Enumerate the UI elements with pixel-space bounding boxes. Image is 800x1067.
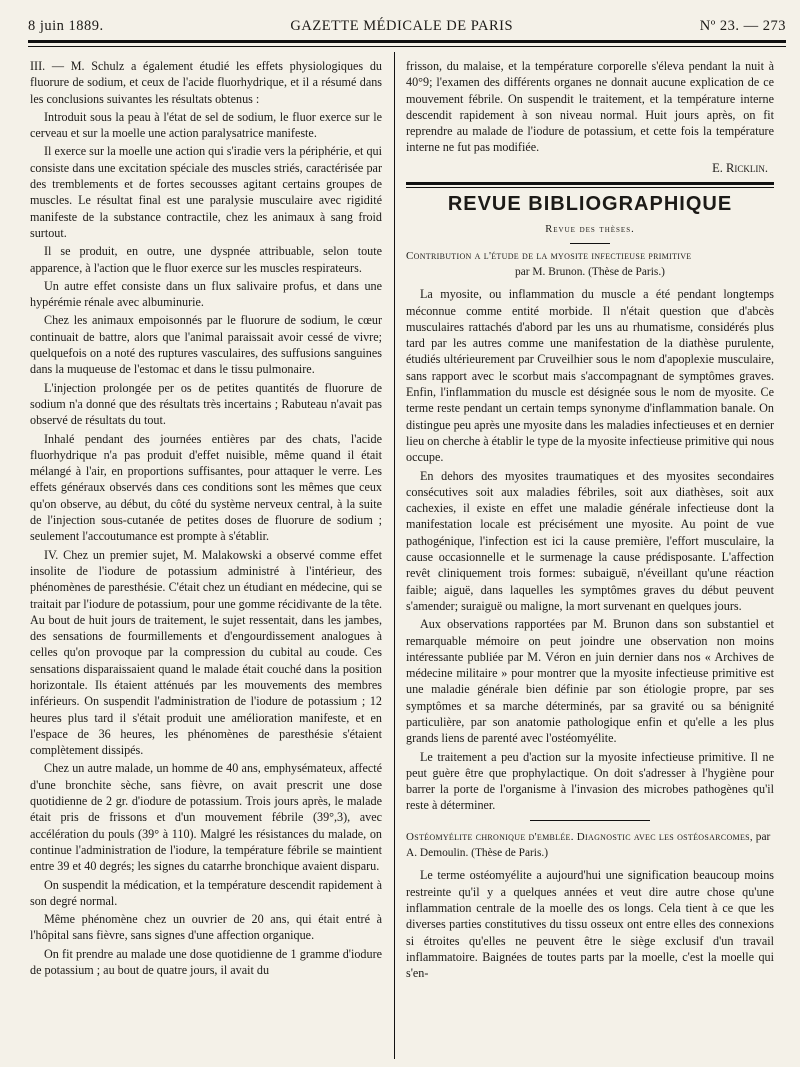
left-paragraph: Chez un autre malade, un homme de 40 ans, emphysémateux, affecté d'une bronchite sèche, sans fièvre, on avait prescrit une dose quotidienne de 2 gr. d'iodure de potassium. Trois jours après, le malade était pris de frissons et d'un mouvement fébrile (39°,3), avec accélération du pouls (39° à 110). Malgré les résistances du malade, on continue l'administration de l'iodure, la température fébrile se maintient entre 39 et 40 degrés; les signes du catarrhe bronchique avaient disparu. [30, 761, 382, 874]
article-paragraph: Le terme ostéomyélite a aujourd'hui une signification beaucoup moins restreinte qu'il y a quelques années et veut dire autre chose qu'une inflammation centrale de la moelle des os longs. Cela tient à ce que les diverses parties constitutives du tissu osseux ont entre elles des connexions si étroites qu'elles ne peuvent être le siège exclusif d'un travail inflammatoire. Baignées de toutes parts par la moelle, c'est la moelle qui s'en- [406, 868, 774, 981]
left-column [30, 58, 382, 980]
article-byline: par A. Demoulin. (Thèse de Paris.) [406, 830, 771, 860]
right-column [406, 58, 774, 983]
header-rule-thin [28, 46, 786, 47]
left-paragraph: On fit prendre au malade une dose quotidienne de 1 gramme d'iodure de potassium ; au bout de quatre jours, il avait du [30, 946, 382, 978]
article-separator [530, 820, 650, 821]
left-paragraph: Il se produit, en outre, une dyspnée attribuable, selon toute apparence, à l'action que le fluor exerce sur les muscles respirateurs. [30, 244, 382, 275]
article-heading [406, 829, 774, 862]
left-paragraph: On suspendit la médication, et la température descendit rapidement à son degré normal. [30, 877, 382, 908]
left-paragraph: Il exerce sur la moelle une action qui s'iradie vers la périphérie, et qui consiste dans une excitation spéciale des muscles striés, caractérisée par des tremblements et de fortes secousses agitant certains groupes de muscles. Le résultat final est une paralysie musculaire avec rigidité manifeste de la substance contractile, chez les animaux à sang froid surtout. [30, 144, 382, 240]
header-date: 8 juin 1889. [28, 17, 104, 34]
left-paragraph: IV. Chez un premier sujet, M. Malakowski a observé comme effet insolite de l'iodure de potassium administré à l'intérieur, des phénomènes de paresthésie. C'était chez un étudiant en médecine, qui se traitait par l'iodure de potassium, pour une gomme récidivante de la tête. Au bout de huit jours de traitement, le sujet ressentait, dans les jambes, des sensations de fourmillements et d'engourdissement analogues à celles qu'on provoque par la compression du cubital au coude. Ces sensations disparaissaient quand le malade était couché dans la position horizontale. Ils étaient atténués par les mouvements des membres inférieurs. On suspendit l'administration de l'iodure de potassium ; 12 heures plus tard il s'était produit une amélioration manifeste, et en l'espace de 36 heures, les phénomènes de paresthésie s'étaient complètement dissipés. [30, 547, 382, 758]
section-subtitle: Revue des thèses. [545, 224, 635, 236]
article-paragraph: La myosite, ou inflammation du muscle a été pendant longtemps méconnue comme entité morbide. Il n'était question que d'abcès musculaires rattachés d'abord par les uns au rhumatisme, considérés plus tard par les autres comme une manifestation de la diathèse purulente, étudiés ultérieurement par Cruveilhier sous le nom d'apoplexie musculaire, sans rapport avec le scorbut mais s'accompagnant de symptômes graves. Enfin, l'inflammation du muscle est désignée sous le nom de myosite. Ce terme reste pendant un certain temps synonyme d'inflammation banale. On distingue peu après une myosite dans les maladies infectieuses et en dernier lieu on cherche à établir le type de la myosite infectieuse primitive qui nous occupe. [406, 287, 774, 465]
article-paragraph: Le traitement a peu d'action sur la myosite infectieuse primitive. Il ne peut guère être que prophylactique. On doit s'adresser à l'hygiène pour barrer la porte de l'organisme à l'invasion des microbes pathogènes qu'il reste à déterminer. [406, 749, 774, 813]
subtitle-rule [570, 243, 610, 244]
article-heading [406, 248, 774, 281]
left-paragraph: Un autre effet consiste dans un flux salivaire profus, et dans une hypérémie rénale avec albuminurie. [30, 278, 382, 310]
left-paragraph: L'injection prolongée per os de petites quantités de fluorure de sodium n'a donné que des résultats très incertains ; Rabuteau n'avait pas observé de résultats du tout. [30, 380, 382, 428]
left-paragraph: Inhalé pendant des journées entières par des chats, l'acide fluorhydrique n'a pas produit d'effet nuisible, même quand il était mélangé à l'air, en proportions suffisantes, pour attaquer le verre. Les effets généraux observés dans ces conditions sont les mêmes que ceux qu'on observe, au début, du côté du système nerveux central, à la suite de l'injection sous-cutanée de petites doses de fluorure de sodium ; seulement l'accoutumance est prompte à s'établir. [30, 431, 382, 544]
header-rule-thick [28, 40, 786, 43]
continuation-paragraph: frisson, du malaise, et la température corporelle s'éleva pendant la nuit à 40°9; l'examen des différents organes ne donnait aucune explication de ce mouvement fébrile. On suspendit le traitement, et la température interne descendit rapidement à son niveau normal. Huit jours après, on fit reprendre au malade de l'iodure de potassium, et cette fois la température interne ne fut pas modifiée. [406, 59, 774, 155]
section-rule-thick [406, 182, 774, 185]
left-paragraph: Introduit sous la peau à l'état de sel de sodium, le fluor exerce sur le cerveau et sur la moelle une action paralysatrice manifeste. [30, 109, 382, 141]
section-rule-thin [406, 187, 774, 188]
section-title: REVUE BIBLIOGRAPHIQUE [447, 193, 733, 216]
header-issue-page: Nº 23. — 273 [699, 17, 786, 34]
header-journal-title: GAZETTE MÉDICALE DE PARIS [290, 17, 514, 34]
article-byline: par M. Brunon. (Thèse de Paris.) [515, 265, 665, 278]
left-paragraph: Chez les animaux empoisonnés par le fluorure de sodium, le cœur continuait de battre, alors que l'animal paraissait avoir cessé de vivre; quelquefois on a noté des ruptures vasculaires, des suffusions sanguines dans la muqueuse de l'estomac et dans le tissu pulmonaire. [30, 313, 382, 377]
page-header [28, 14, 786, 38]
article-title: Ostéomyélite chronique d'emblée. Diagnostic avec les ostéosarcomes, [406, 830, 753, 843]
article-title: Contribution a l'étude de la myosite infectieuse primitive [406, 249, 692, 262]
left-paragraph: III. — M. Schulz a également étudié les effets physiologiques du fluorure de sodium, et ceux de l'acide fluorhydrique, et il a résumé dans les conclusions suivantes les résultats obtenus : [30, 59, 382, 106]
article-paragraph: En dehors des myosites traumatiques et des myosites secondaires consécutives soit aux maladies fébriles, soit aux diathèses, soit aux cachexies, il existe en effet une maladie générale infectieuse dont la manifestation locale est précisément une myosite. Au point de vue pathogénique, l'infection est ici la cause première, l'effort musculaire, la cause occasionnelle et le surmenage la cause prédisposante. L'affection revêt cliniquement trois formes: subaiguë, n'éveillant qu'une réaction faible; aiguë, dans laquelles les symptômes graves du début peuvent s'amender; suraiguë ou maligne, la mort survenant en quelques jours. [406, 468, 774, 613]
column-divider [394, 52, 395, 1059]
author-signature: E. Ricklin. [712, 160, 768, 175]
article-paragraph: Aux observations rapportées par M. Brunon dans son substantiel et remarquable mémoire on peut joindre une observation non moins intéressante publiée par M. Véron en juin dernier dans nos « Archives de médecine militaire » pour montrer que la myosite infectieuse primitive est une maladie générale bien définie par son étiologie propre, par ses symptômes et sa marche déterminés, par sa gravité ou sa bénignité particulière, par son anatomie pathologique enfin et qu'elle a les plus grands liens de parenté avec l'ostéomyélite. [406, 617, 774, 746]
left-paragraph: Même phénomène chez un ouvrier de 20 ans, qui était entré à l'hôpital sans fièvre, sans signes d'une affection organique. [30, 912, 382, 943]
